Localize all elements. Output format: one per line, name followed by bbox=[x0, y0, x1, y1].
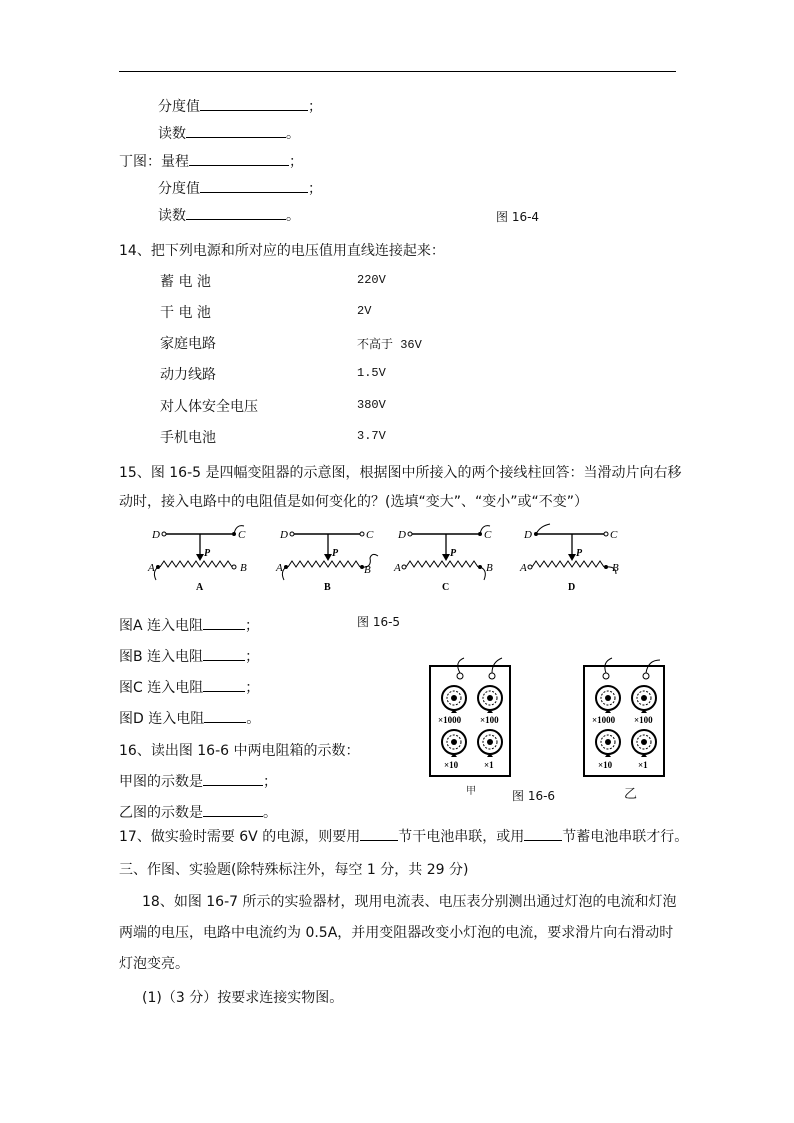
terminal-d-label: D bbox=[152, 529, 160, 541]
panel-caption: C bbox=[442, 582, 450, 593]
slider-p-label: P bbox=[204, 548, 211, 559]
terminal-c-label: C bbox=[484, 529, 492, 541]
punct: ； bbox=[245, 649, 260, 665]
terminal-d bbox=[290, 532, 294, 536]
terminal-c-label: C bbox=[238, 529, 246, 541]
terminal-b-label: B bbox=[240, 562, 247, 574]
source-item: 手机电池 bbox=[160, 430, 216, 446]
q17-text: 节蓄电池串联才行。 bbox=[562, 829, 689, 845]
answer-blank[interactable] bbox=[200, 97, 308, 111]
fig-16-6-caption: 图 16-6 bbox=[512, 789, 556, 803]
fendu-label: 分度值 bbox=[158, 99, 200, 115]
source-item: 干 电 池 bbox=[160, 305, 211, 321]
slider-p-label: P bbox=[332, 548, 339, 559]
answer-label: 甲图的示数是 bbox=[119, 774, 203, 790]
terminal-a-label: A bbox=[148, 562, 155, 574]
source-item: 对人体安全电压 bbox=[160, 399, 258, 415]
terminal-a-label: A bbox=[276, 562, 283, 574]
panel-caption: D bbox=[568, 582, 576, 593]
terminal-a bbox=[528, 565, 532, 569]
multiplier-label: ×100 bbox=[480, 715, 499, 725]
q15-line2: 动时，接入电路中的电阻值是如何变化的？(选填“变大”、“变小”或“不变”） bbox=[119, 494, 588, 510]
fendu-line-1 bbox=[158, 96, 322, 116]
box-caption-yi: 乙 bbox=[624, 787, 638, 802]
terminal-d-label: D bbox=[280, 529, 288, 541]
terminal-d bbox=[408, 532, 412, 536]
punct: ； bbox=[289, 154, 303, 170]
dushu-line-1 bbox=[158, 123, 300, 143]
q15-answer-b bbox=[119, 646, 259, 666]
terminal-c-label: C bbox=[610, 529, 618, 541]
resistance-coil bbox=[160, 561, 232, 567]
q18-sub1: (1)（3 分）按要求连接实物图。 bbox=[142, 990, 344, 1006]
multiplier-label: ×10 bbox=[444, 760, 459, 770]
terminal-d-label: D bbox=[398, 529, 406, 541]
multiplier-label: ×1000 bbox=[592, 715, 616, 725]
q18-line2: 两端的电压，电路中电流约为 0.5A，并用变阻器改变小灯泡的电流，要求滑片向右滑动时 bbox=[119, 925, 674, 941]
slider-arrow bbox=[442, 554, 450, 561]
terminal-b-label: B bbox=[486, 562, 493, 574]
fendu-label: 分度值 bbox=[158, 181, 200, 197]
wire-d bbox=[536, 524, 550, 534]
punct: 。 bbox=[263, 805, 277, 821]
answer-blank[interactable] bbox=[360, 827, 398, 841]
answer-label: 图B 连入电阻 bbox=[119, 649, 204, 665]
resistance-coil bbox=[288, 561, 360, 567]
voltage-item: 380V bbox=[357, 398, 386, 412]
punct: 。 bbox=[286, 208, 300, 224]
wire-a bbox=[154, 567, 158, 580]
rheostat-diagrams bbox=[120, 520, 640, 594]
terminal-b-label: B bbox=[612, 562, 619, 574]
fig-16-5-caption: 图 16-5 bbox=[357, 615, 401, 629]
dushu-line-2 bbox=[158, 205, 300, 225]
fig-16-4-caption: 图 16-4 bbox=[496, 210, 540, 224]
q14-title: 14、把下列电源和所对应的电压值用直线连接起来： bbox=[119, 243, 445, 259]
q15-line1: 15、图 16-5 是四幅变阻器的示意图，根据图中所接入的两个接线柱回答：当滑动片向右移 bbox=[119, 465, 682, 481]
slider-p-label: P bbox=[450, 548, 457, 559]
terminal-a-label: A bbox=[520, 562, 527, 574]
voltage-item: 1.5V bbox=[357, 366, 386, 380]
answer-blank[interactable] bbox=[204, 709, 246, 723]
q18-line1: 18、如图 16-7 所示的实验器材，现用电流表、电压表分别测出通过灯泡的电流和灯泡 bbox=[142, 894, 677, 910]
rheostat-panel-a bbox=[147, 526, 247, 593]
fendu-line-2 bbox=[158, 178, 322, 198]
panel-caption: B bbox=[324, 582, 331, 593]
punct: ； bbox=[245, 680, 260, 696]
q17-line bbox=[119, 826, 688, 846]
answer-blank[interactable] bbox=[186, 206, 286, 220]
voltage-item: 2V bbox=[357, 304, 372, 318]
answer-blank[interactable] bbox=[203, 616, 245, 630]
terminal-c bbox=[604, 532, 608, 536]
q17-text: 17、做实验时需要 6V 的电源，则要用 bbox=[119, 829, 361, 845]
punct: ； bbox=[263, 774, 277, 790]
q16-title: 16、读出图 16-6 中两电阻箱的示数： bbox=[119, 743, 360, 759]
section-3-heading: 三、作图、实验题(除特殊标注外，每空 1 分，共 29 分) bbox=[119, 862, 469, 878]
answer-blank[interactable] bbox=[203, 803, 263, 817]
resistance-box-jia bbox=[422, 656, 518, 780]
source-item: 家庭电路 bbox=[160, 336, 216, 352]
punct: 。 bbox=[286, 126, 300, 142]
multiplier-label: ×1 bbox=[638, 760, 648, 770]
multiplier-label: ×1000 bbox=[438, 715, 462, 725]
terminal-b bbox=[232, 565, 236, 569]
answer-blank[interactable] bbox=[186, 124, 286, 138]
q15-answer-c bbox=[119, 677, 259, 697]
voltage-item: 220V bbox=[357, 273, 386, 287]
answer-blank[interactable] bbox=[200, 179, 308, 193]
punct: ； bbox=[308, 181, 322, 197]
slider-arrow bbox=[196, 554, 204, 561]
answer-label: 图A 连入电阻 bbox=[119, 618, 204, 634]
terminal-c-label: C bbox=[366, 529, 374, 541]
terminal-a-label: A bbox=[394, 562, 401, 574]
source-item: 蓄 电 池 bbox=[160, 274, 211, 290]
slider-p-label: P bbox=[576, 548, 583, 559]
resistance-coil bbox=[532, 561, 604, 567]
terminal-a bbox=[402, 565, 406, 569]
dushu-label: 读数 bbox=[158, 126, 186, 142]
answer-blank[interactable] bbox=[203, 678, 245, 692]
terminal-c bbox=[360, 532, 364, 536]
q16-yi-line bbox=[119, 802, 277, 822]
resistance-coil bbox=[406, 561, 478, 567]
punct: 。 bbox=[246, 711, 261, 727]
slider-arrow bbox=[324, 554, 332, 561]
wire-b bbox=[480, 567, 485, 580]
slider-arrow bbox=[568, 554, 576, 561]
ding-label: 丁图：量程 bbox=[119, 154, 189, 170]
header-rule bbox=[119, 71, 676, 72]
terminal-d-label: D bbox=[524, 529, 532, 541]
punct: ； bbox=[245, 618, 260, 634]
answer-blank[interactable] bbox=[203, 647, 245, 661]
voltage-item: 不高于 36V bbox=[357, 338, 422, 352]
terminal-b-label: B bbox=[364, 564, 371, 576]
q15-answer-d bbox=[119, 708, 260, 728]
answer-blank[interactable] bbox=[189, 152, 289, 166]
voltage-item: 3.7V bbox=[357, 429, 386, 443]
rheostat-panel-c bbox=[393, 526, 493, 593]
q15-answer-a bbox=[119, 615, 259, 635]
answer-label: 乙图的示数是 bbox=[119, 805, 203, 821]
q17-text: 节干电池串联，或用 bbox=[398, 829, 525, 845]
multiplier-label: ×10 bbox=[598, 760, 613, 770]
q18-line3: 灯泡变亮。 bbox=[119, 956, 189, 972]
rheostat-panel-b bbox=[275, 529, 378, 593]
answer-blank[interactable] bbox=[203, 772, 263, 786]
ding-line bbox=[119, 151, 303, 171]
box-caption-jia: 甲 bbox=[466, 786, 476, 797]
rheostat-panel-d bbox=[519, 524, 619, 593]
answer-blank[interactable] bbox=[524, 827, 562, 841]
answer-label: 图D 连入电阻 bbox=[119, 711, 205, 727]
multiplier-label: ×100 bbox=[634, 715, 653, 725]
punct: ； bbox=[308, 99, 322, 115]
panel-caption: A bbox=[196, 582, 204, 593]
terminal-d bbox=[162, 532, 166, 536]
multiplier-label: ×1 bbox=[484, 760, 494, 770]
wire-a bbox=[282, 567, 286, 580]
dushu-label: 读数 bbox=[158, 208, 186, 224]
resistance-box-yi bbox=[576, 656, 672, 780]
q16-jia-line bbox=[119, 771, 277, 791]
answer-label: 图C 连入电阻 bbox=[119, 680, 204, 696]
source-item: 动力线路 bbox=[160, 367, 216, 383]
